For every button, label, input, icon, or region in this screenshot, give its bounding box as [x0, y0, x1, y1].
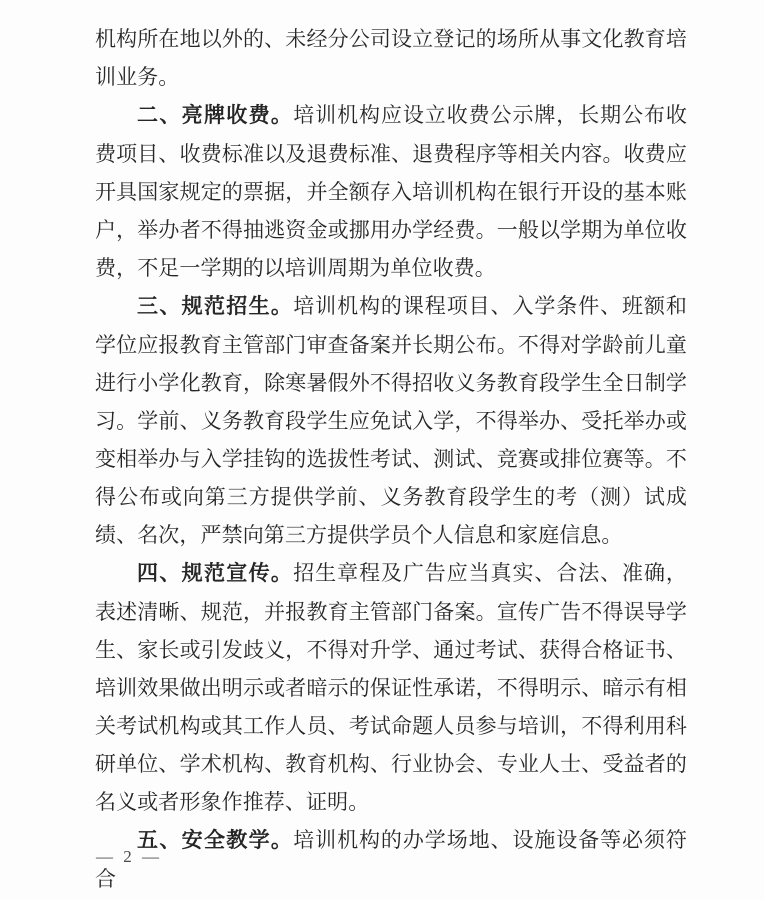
paragraph-text: 机构所在地以外的、未经分公司设立登记的场所从事文化教育培训业务。 — [95, 27, 687, 89]
section-heading-advertising: 四、规范宣传。 — [137, 562, 294, 585]
section-heading-fees: 二、亮牌收费。 — [137, 104, 294, 127]
paragraph-section-4 — [95, 554, 687, 821]
section-heading-safety: 五、安全教学。 — [137, 829, 294, 852]
document-body — [95, 20, 687, 898]
section-heading-enrollment: 三、规范招生。 — [137, 295, 294, 318]
paragraph-section-5 — [95, 821, 687, 898]
paragraph-text: 培训机构应设立收费公示牌，长期公布收费项目、收费标准以及退费标准、退费程序等相关内容。收费应开具国家规定的票据，并全额存入培训机构在银行开设的基本账户，举办者不得抽逃资金或挪用办学经费。一般以学期为单位收费，不足一学期的以培训周期为单位收费。 — [95, 103, 687, 280]
paragraph-text: 培训机构的课程项目、入学条件、班额和学位应报教育主管部门审查备案并长期公布。不得对学龄前儿童进行小学化教育，除寒暑假外不得招收义务教育段学生全日制学习。学前、义务教育段学生应免试入学，不得举办、受托举办或变相举办与入学挂钩的选拔性考试、测试、竞赛或排位赛等。不得公布或向第三方提供学前、义务教育段学生的考（测）试成绩、名次，严禁向第三方提供学员个人信息和家庭信息。 — [95, 294, 687, 547]
paragraph-section-3 — [95, 287, 687, 554]
paragraph-section-2 — [95, 96, 687, 287]
paragraph-continuation — [95, 20, 687, 96]
paragraph-text: 培训机构的办学场地、设施设备等必须符合 — [95, 828, 687, 891]
page-number: — 2 — — [96, 847, 162, 866]
paragraph-text: 招生章程及广告应当真实、合法、准确，表述清晰、规范，并报教育主管部门备案。宣传广告不得误导学生、家长或引发歧义，不得对升学、通过考试、获得合格证书、培训效果做出明示或者暗示的保证性承诺，不得明示、暗示有相关考试机构或其工作人员、考试命题人员参与培训，不得利用科研单位、学术机构、教育机构、行业协会、专业人士、受益者的名义或者形象作推荐、证明。 — [95, 561, 687, 814]
